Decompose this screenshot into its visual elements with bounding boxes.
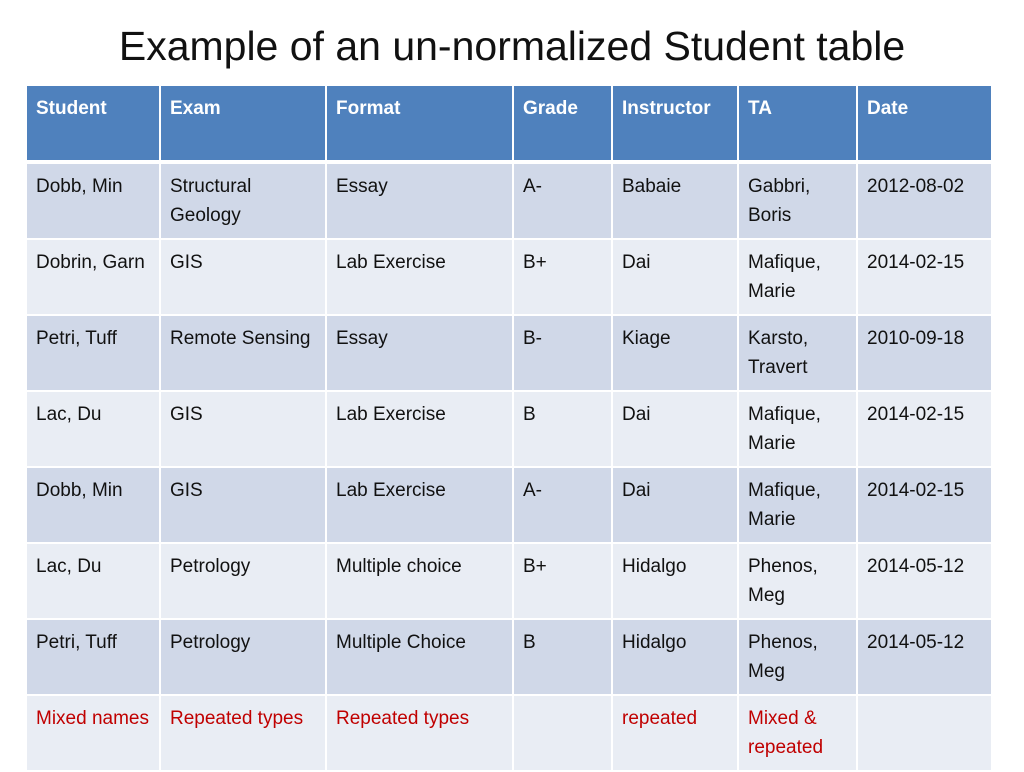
cell-date: 2014-02-15 [857,239,992,315]
cell-student: Dobb, Min [26,467,160,543]
table-row [26,467,992,543]
cell-grade: B [513,619,612,695]
cell-exam: Structural Geology [160,162,326,239]
cell-format: Lab Exercise [326,239,513,315]
note-ta: Mixed & repeated [738,695,857,771]
cell-date: 2014-02-15 [857,391,992,467]
table-row [26,239,992,315]
cell-instructor: Dai [612,467,738,543]
student-table [25,84,993,772]
cell-exam: GIS [160,391,326,467]
cell-exam: Petrology [160,543,326,619]
cell-grade: B [513,391,612,467]
note-date [857,695,992,771]
table-row [26,162,992,239]
cell-date: 2014-05-12 [857,543,992,619]
cell-exam: GIS [160,467,326,543]
cell-instructor: Dai [612,391,738,467]
column-header-student: Student [26,85,160,162]
cell-format: Essay [326,162,513,239]
note-instructor: repeated [612,695,738,771]
cell-date: 2012-08-02 [857,162,992,239]
cell-instructor: Babaie [612,162,738,239]
column-header-grade: Grade [513,85,612,162]
table-row [26,315,992,391]
cell-ta: Mafique, Marie [738,239,857,315]
cell-grade: B+ [513,543,612,619]
slide-title: Example of an un-normalized Student table [118,23,906,69]
column-header-instructor: Instructor [612,85,738,162]
column-header-ta: TA [738,85,857,162]
column-header-exam: Exam [160,85,326,162]
cell-grade: B+ [513,239,612,315]
cell-exam: GIS [160,239,326,315]
note-exam: Repeated types [160,695,326,771]
cell-grade: A- [513,467,612,543]
cell-format: Multiple Choice [326,619,513,695]
cell-ta: Phenos, Meg [738,619,857,695]
cell-instructor: Hidalgo [612,619,738,695]
cell-ta: Phenos, Meg [738,543,857,619]
cell-student: Petri, Tuff [26,619,160,695]
cell-format: Multiple choice [326,543,513,619]
cell-grade: B- [513,315,612,391]
cell-exam: Remote Sensing [160,315,326,391]
cell-ta: Mafique, Marie [738,391,857,467]
cell-ta: Mafique, Marie [738,467,857,543]
cell-format: Lab Exercise [326,467,513,543]
annotation-row [26,695,992,771]
cell-student: Petri, Tuff [26,315,160,391]
cell-format: Essay [326,315,513,391]
table-row [26,543,992,619]
cell-student: Lac, Du [26,391,160,467]
column-header-date: Date [857,85,992,162]
cell-date: 2010-09-18 [857,315,992,391]
cell-date: 2014-02-15 [857,467,992,543]
cell-exam: Petrology [160,619,326,695]
cell-grade: A- [513,162,612,239]
cell-ta: Karsto, Travert [738,315,857,391]
cell-ta: Gabbri, Boris [738,162,857,239]
cell-date: 2014-05-12 [857,619,992,695]
column-header-format: Format [326,85,513,162]
cell-format: Lab Exercise [326,391,513,467]
note-grade [513,695,612,771]
table-header-row [26,85,992,162]
cell-student: Dobb, Min [26,162,160,239]
table-row [26,619,992,695]
cell-student: Dobrin, Garn [26,239,160,315]
note-format: Repeated types [326,695,513,771]
cell-student: Lac, Du [26,543,160,619]
cell-instructor: Dai [612,239,738,315]
cell-instructor: Kiage [612,315,738,391]
cell-instructor: Hidalgo [612,543,738,619]
note-student: Mixed names [26,695,160,771]
table-row [26,391,992,467]
